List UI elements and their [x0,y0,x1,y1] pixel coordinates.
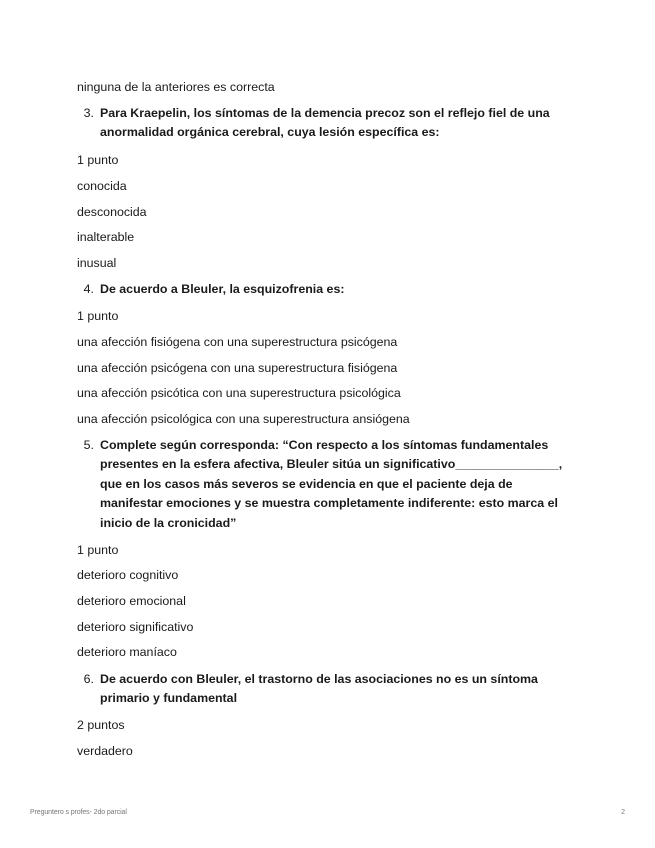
question-text: De acuerdo con Bleuler, el trastorno de las asociaciones no es un síntoma primario y fundamental [100,672,538,706]
footer-page-number: 2 [621,809,625,816]
points-label: 1 punto [77,309,119,323]
option-text: deterioro maníaco [77,645,177,659]
question-text: Para Kraepelin, los síntomas de la demencia precoz son el reflejo fiel de una anormalidad orgánica cerebral, cuya lesión específica es: [100,106,550,140]
footer-document-title: Preguntero s profes- 2do parcial [30,809,127,816]
question-3 [77,104,577,143]
option-text: una afección fisiógena con una superestructura psicógena [77,335,398,349]
question-number: 5. [83,438,94,452]
option-text: deterioro significativo [77,620,194,634]
option-text: inusual [77,256,117,270]
points-label: 2 puntos [77,718,125,732]
question-4 [77,280,577,299]
option-text: deterioro cognitivo [77,568,179,582]
question-text: De acuerdo a Bleuler, la esquizofrenia es: [100,282,345,296]
option-text: conocida [77,179,127,193]
option-text: verdadero [77,744,133,758]
question-6 [77,670,577,709]
option-text: una afección psicológica con una superestructura ansiógena [77,412,410,426]
question-number: 3. [83,106,94,120]
question-5 [77,436,577,533]
question-number: 4. [83,282,94,296]
option-text: una afección psicógena con una superestructura fisiógena [77,361,398,375]
option-text: desconocida [77,205,147,219]
question-text: Complete según corresponda: “Con respecto a los síntomas fundamentales presentes en la esfera afectiva, Bleuler sitúa un significativo_______________, que en los casos más severos se evidencia en que el paciente deja de manifestar emociones y se muestra completamente indiferente: esto marca el inicio de la cronicidad” [100,438,563,530]
question-number: 6. [83,672,94,686]
points-label: 1 punto [77,543,119,557]
option-text: una afección psicótica con una superestructura psicológica [77,386,401,400]
option-text: inalterable [77,230,135,244]
option-text: deterioro emocional [77,594,186,608]
points-label: 1 punto [77,153,119,167]
option-text: ninguna de la anteriores es correcta [77,80,275,94]
